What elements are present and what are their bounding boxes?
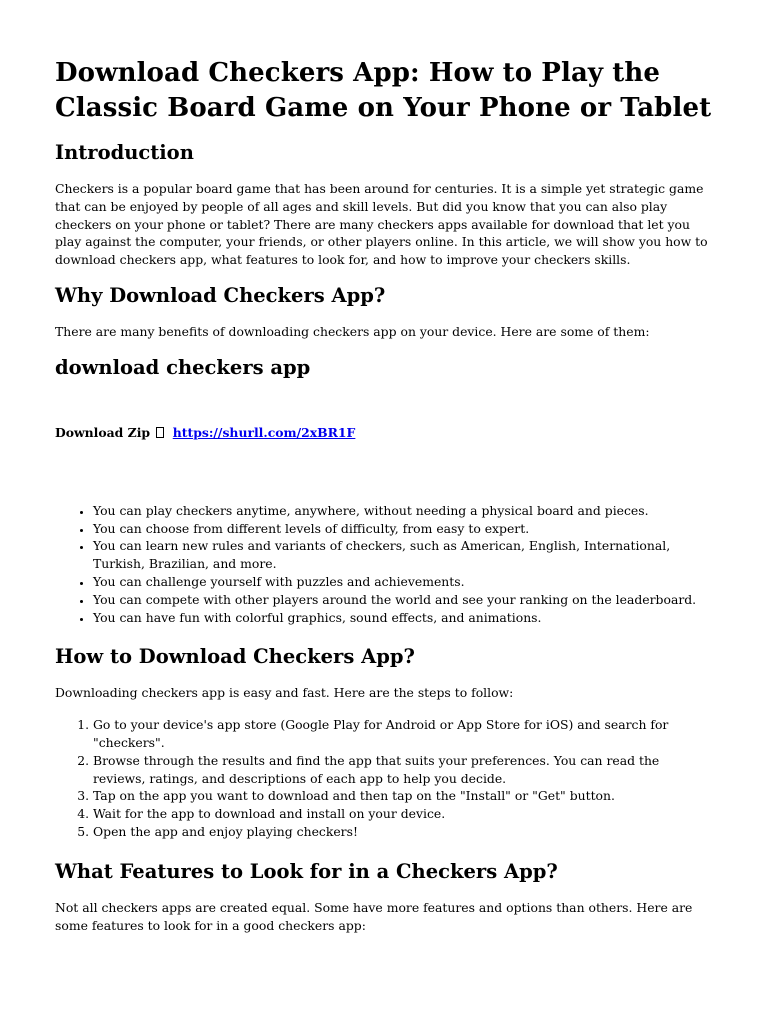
why-heading: Why Download Checkers App? [55,283,386,307]
page-title: Download Checkers App: How to Play the Classic Board Game on Your Phone or Tablet [55,58,712,123]
how-heading: How to Download Checkers App? [55,645,415,669]
intro-paragraph: Checkers is a popular board game that has been around for centuries. It is a simple yet strategic game that can be enjoyed by people of all ages and skill levels. But did you know that you can also play checkers on your phone or tablet? There are many checkers apps available for download that let you play against the computer, your friends, or other players online. In this article, we will show you how to download checkers app, what features to look for, and how to improve your checkers skills. [55,181,708,268]
list-item: • You can have fun with colorful graphics, sound effects, and animations. [93,609,715,627]
list-item: 2. Browse through the results and find the app that suits your preferences. You can read the reviews, ratings, and descriptions of each app to help you decide. [93,752,715,788]
download-link[interactable]: https://shurll.com/2xBR1F [172,424,356,440]
list-item: • You can choose from different levels of difficulty, from easy to expert. [93,520,715,538]
benefits-list [55,502,715,627]
download-subheading: download checkers app [55,355,311,379]
list-item: 5. Open the app and enjoy playing checkers! [93,823,715,841]
steps-list [55,716,715,841]
how-paragraph: Downloading checkers app is easy and fast. Here are the steps to follow: [55,685,514,701]
features-paragraph: Not all checkers apps are created equal. Some have more features and options than others. Here are some features to look for in a good checkers app: [55,899,693,933]
list-item: • You can challenge yourself with puzzles and achievements. [93,573,715,591]
list-item: 4. Wait for the app to download and install on your device. [93,805,715,823]
download-line [55,425,715,440]
list-item: • You can compete with other players around the world and see your ranking on the leaderboard. [93,591,715,609]
list-item: • You can learn new rules and variants of checkers, such as American, English, International, Turkish, Brazilian, and more. [93,537,715,573]
missing-glyph-icon [156,427,164,438]
list-item: 3. Tap on the app you want to download and then tap on the "Install" or "Get" button. [93,787,715,805]
list-item: 1. Go to your device's app store (Google Play for Android or App Store for iOS) and search for "checkers". [93,716,715,752]
download-label: Download Zip [55,424,151,440]
why-paragraph: There are many benefits of downloading checkers app on your device. Here are some of them: [55,323,650,339]
list-item: • You can play checkers anytime, anywhere, without needing a physical board and pieces. [93,502,715,520]
features-heading: What Features to Look for in a Checkers App? [55,859,558,883]
intro-heading: Introduction [55,141,194,164]
